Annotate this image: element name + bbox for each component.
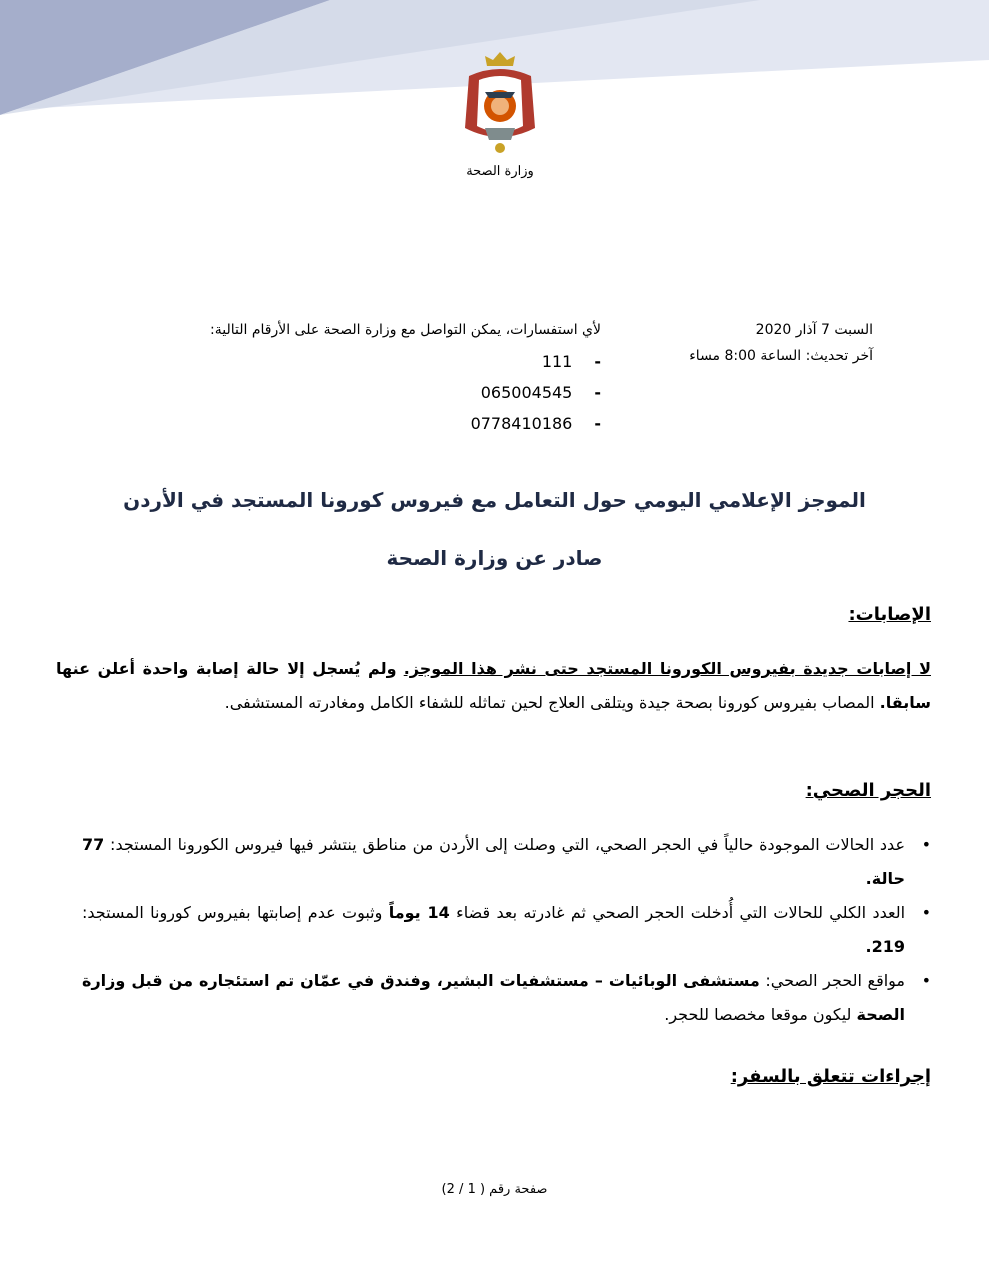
item-text: ليكون موقعا مخصصا للحجر. bbox=[664, 1005, 852, 1024]
dash-bullet: - bbox=[594, 414, 601, 433]
phone-number[interactable]: 111 bbox=[541, 352, 573, 371]
dash-bullet: - bbox=[594, 352, 601, 371]
ministry-logo bbox=[455, 48, 545, 178]
contact-intro: لأي استفسارات، يمكن التواصل مع وزارة الصحة على الأرقام التالية: bbox=[210, 322, 601, 338]
quarantine-heading: الحجر الصحي: bbox=[805, 780, 931, 801]
report-date: السبت 7 آذار 2020 bbox=[755, 322, 873, 338]
list-item bbox=[82, 964, 931, 1032]
travel-heading: إجراءات تتعلق بالسفر: bbox=[730, 1066, 931, 1087]
item-text: مواقع الحجر الصحي: bbox=[765, 971, 905, 990]
phone-row bbox=[451, 346, 601, 377]
item-bold: 77 حالة. bbox=[82, 835, 905, 888]
infections-bold: ولم يُسجل إلا حالة إصابة واحدة أعلن عنها سابقا. bbox=[56, 659, 931, 712]
infections-heading: الإصابات: bbox=[848, 604, 931, 625]
item-bold: 219. bbox=[865, 937, 905, 956]
page-number: صفحة رقم ( 1 / 2) bbox=[441, 1182, 548, 1197]
phone-number[interactable]: 065004545 bbox=[480, 383, 573, 402]
item-text: وثبوت عدم إصابتها بفيروس كورونا المستجد: bbox=[82, 903, 383, 922]
ministry-name: وزارة الصحة bbox=[466, 164, 534, 179]
list-item bbox=[82, 828, 931, 896]
bullet-icon: • bbox=[921, 903, 931, 922]
infections-lead: لا إصابات جديدة بفيروس الكورونا المستجد حتى نشر هذا الموجز. bbox=[403, 659, 931, 678]
item-bold: 14 يوماً bbox=[388, 903, 450, 922]
phone-row bbox=[451, 377, 601, 408]
coat-of-arms-icon bbox=[455, 48, 545, 158]
quarantine-list bbox=[82, 828, 931, 1032]
infections-paragraph bbox=[56, 652, 931, 720]
item-text: عدد الحالات الموجودة حالياً في الحجر الصحي، التي وصلت إلى الأردن من مناطق ينتشر فيها فيروس الكورونا المستجد: bbox=[110, 835, 905, 854]
dash-bullet: - bbox=[594, 383, 601, 402]
last-update: آخر تحديث: الساعة 8:00 مساء bbox=[689, 348, 873, 364]
list-item bbox=[82, 896, 931, 964]
phone-list bbox=[451, 346, 601, 439]
bullet-icon: • bbox=[921, 835, 931, 854]
phone-row bbox=[451, 408, 601, 439]
page-subtitle: صادر عن وزارة الصحة bbox=[386, 546, 603, 570]
item-bold: مستشفى الوبائيات – مستشفيات البشير، وفندق في عمّان تم استئجاره من قبل وزارة الصحة bbox=[82, 971, 905, 1024]
item-text: العدد الكلي للحالات التي أُدخلت الحجر الصحي ثم غادرته بعد قضاء bbox=[456, 903, 906, 922]
infections-rest: المصاب بفيروس كورونا بصحة جيدة ويتلقى العلاج لحين تماثله للشفاء الكامل ومغادرته المستشفى. bbox=[224, 693, 875, 712]
page-title: الموجز الإعلامي اليومي حول التعامل مع فيروس كورونا المستجد في الأردن bbox=[123, 488, 866, 512]
bullet-icon: • bbox=[921, 971, 931, 990]
phone-number[interactable]: 0778410186 bbox=[470, 414, 573, 433]
